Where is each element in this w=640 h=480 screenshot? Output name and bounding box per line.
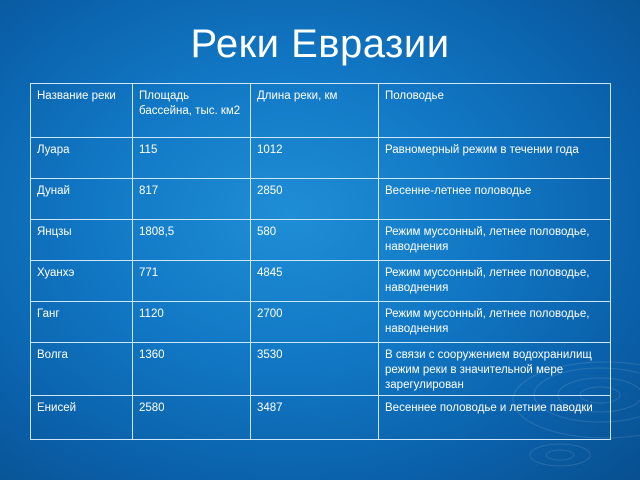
cell-river-name: Луара xyxy=(31,138,133,179)
cell-river-length: 1012 xyxy=(251,138,379,179)
cell-basin-area: 771 xyxy=(133,261,251,302)
cell-river-name: Янцзы xyxy=(31,220,133,261)
header-river-name: Название реки xyxy=(31,84,133,138)
cell-basin-area: 1360 xyxy=(133,343,251,396)
cell-river-name: Ганг xyxy=(31,302,133,343)
cell-river-name: Хуанхэ xyxy=(31,261,133,302)
cell-basin-area: 817 xyxy=(133,179,251,220)
cell-river-length: 580 xyxy=(251,220,379,261)
cell-basin-area: 115 xyxy=(133,138,251,179)
header-basin-area: Площадь бассейна, тыс. км2 xyxy=(133,84,251,138)
cell-river-name: Дунай xyxy=(31,179,133,220)
cell-river-length: 4845 xyxy=(251,261,379,302)
slide-title: Реки Евразии xyxy=(190,22,450,66)
cell-river-name: Енисей xyxy=(31,396,133,440)
cell-basin-area: 1808,5 xyxy=(133,220,251,261)
cell-river-length: 3487 xyxy=(251,396,379,440)
cell-flood-regime: Режим муссонный, летнее половодье, наводнения xyxy=(379,220,611,261)
cell-river-name: Волга xyxy=(31,343,133,396)
table-row xyxy=(31,396,611,440)
cell-flood-regime: В связи с сооружением водохранилищ режим реки в значительной мере зарегулирован xyxy=(379,343,611,396)
cell-basin-area: 2580 xyxy=(133,396,251,440)
cell-river-length: 3530 xyxy=(251,343,379,396)
cell-river-length: 2700 xyxy=(251,302,379,343)
cell-flood-regime: Равномерный режим в течении года xyxy=(379,138,611,179)
table-row xyxy=(31,302,611,343)
cell-flood-regime: Режим муссонный, летнее половодье, наводнения xyxy=(379,302,611,343)
header-river-length: Длина реки, км xyxy=(251,84,379,138)
header-flood-regime: Половодье xyxy=(379,84,611,138)
table-row xyxy=(31,220,611,261)
table-row xyxy=(31,343,611,396)
cell-basin-area: 1120 xyxy=(133,302,251,343)
rivers-table xyxy=(30,83,611,440)
table-header-row xyxy=(31,84,611,138)
table-row xyxy=(31,179,611,220)
table-row xyxy=(31,261,611,302)
cell-flood-regime: Весеннее половодье и летние паводки xyxy=(379,396,611,440)
table-row xyxy=(31,138,611,179)
cell-river-length: 2850 xyxy=(251,179,379,220)
cell-flood-regime: Весенне-летнее половодье xyxy=(379,179,611,220)
cell-flood-regime: Режим муссонный, летнее половодье, наводнения xyxy=(379,261,611,302)
